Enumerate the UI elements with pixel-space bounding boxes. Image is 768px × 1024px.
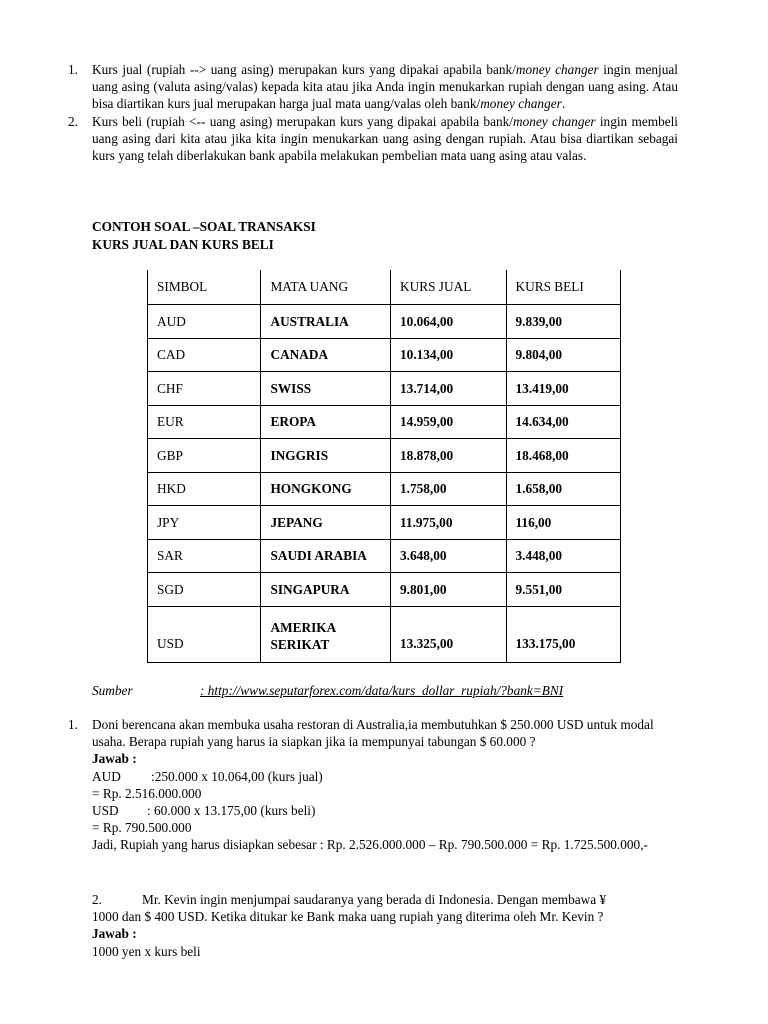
table-header-row [148, 270, 621, 305]
problem-question: Doni berencana akan membuka usaha restoran di Australia,ia membutuhkan $ 250.000 USD untuk modal usaha. Berapa rupiah yang harus ia siapkan jika ia mempunyai tabungan $ 60.000 ? [92, 717, 654, 750]
table-row [148, 539, 621, 573]
table-row [148, 573, 621, 607]
usd-calculation: USD : 60.000 x 13.175,00 (kurs beli) [92, 803, 316, 819]
header-currency: MATA UANG [261, 270, 391, 305]
cell-symbol: USD [148, 606, 261, 662]
cell-symbol: JPY [148, 506, 261, 540]
table-row [148, 405, 621, 439]
aud-calculation: AUD :250.000 x 10.064,00 (kurs jual) [92, 768, 323, 784]
list-number: 1. [68, 62, 78, 77]
cell-buy-rate: 13.419,00 [506, 372, 621, 406]
cell-sell-rate: 18.878,00 [391, 439, 506, 473]
cell-currency: AUSTRALIA [261, 305, 391, 339]
answer-step-1: 1000 yen x kurs beli [92, 943, 201, 959]
definition-item-buy-rate [68, 113, 678, 165]
cell-sell-rate: 1.758,00 [391, 472, 506, 506]
table-row [148, 439, 621, 473]
cell-symbol: EUR [148, 405, 261, 439]
exchange-rate-table [147, 270, 621, 663]
source-link[interactable]: : http://www.seputarforex.com/data/kurs_dollar_rupiah/?bank=BNI [200, 683, 564, 698]
cell-currency: SAUDI ARABIA [261, 539, 391, 573]
cell-buy-rate: 116,00 [506, 506, 621, 540]
definition-item-sell-rate [68, 61, 678, 113]
source-citation [92, 682, 563, 699]
table-row [148, 372, 621, 406]
cell-currency: AMERIKA SERIKAT [261, 606, 391, 662]
list-number: 2. [68, 113, 78, 129]
cell-buy-rate: 9.839,00 [506, 305, 621, 339]
table-row [148, 338, 621, 372]
definition-text: Kurs jual (rupiah --> uang asing) merupakan kurs yang dipakai apabila bank/money changer ingin menjual uang asing (valuta asing/valas) kepada kita atau jika Anda ingin menukarkan rupiah dengan uang asing. Atau bisa diartikan kurs jual merupakan harga jual mata uang/valas oleh bank/money changer. [92, 62, 678, 112]
cell-buy-rate: 14.634,00 [506, 405, 621, 439]
cell-buy-rate: 3.448,00 [506, 539, 621, 573]
header-sell-rate: KURS JUAL [391, 270, 506, 305]
cell-symbol: SGD [148, 573, 261, 607]
problem-number: 1. [68, 717, 78, 732]
cell-symbol: CHF [148, 372, 261, 406]
heading-line-1: CONTOH SOAL –SOAL TRANSAKSI [92, 219, 316, 234]
heading-line-2: KURS JUAL DAN KURS BELI [92, 237, 274, 252]
header-symbol: SIMBOL [148, 270, 261, 305]
cell-sell-rate: 13.325,00 [391, 606, 506, 662]
cell-currency: INGGRIS [261, 439, 391, 473]
cell-symbol: CAD [148, 338, 261, 372]
cell-symbol: SAR [148, 539, 261, 573]
cell-buy-rate: 1.658,00 [506, 472, 621, 506]
problem-question-line-2: 1000 dan $ 400 USD. Ketika ditukar ke Bank maka uang rupiah yang diterima oleh Mr. Kevin ? [92, 909, 604, 925]
definition-text: Kurs beli (rupiah <-- uang asing) merupakan kurs yang dipakai apabila bank/money changer ingin membeli uang asing dari kita atau jika kita ingin menukarkan uang asing dengan rupiah. Atau bisa diartikan sebagai kurs yang telah diberlakukan bank apabila melakukan pembelian mata uang asing atau valas. [92, 113, 679, 164]
cell-sell-rate: 10.064,00 [391, 305, 506, 339]
cell-currency: CANADA [261, 338, 391, 372]
cell-symbol: GBP [148, 439, 261, 473]
cell-sell-rate: 14.959,00 [391, 405, 506, 439]
section-heading [92, 218, 316, 254]
cell-currency: SINGAPURA [261, 573, 391, 607]
source-label: Sumber [92, 683, 133, 698]
cell-currency: EROPA [261, 405, 391, 439]
cell-buy-rate: 133.175,00 [506, 606, 621, 662]
cell-currency: JEPANG [261, 506, 391, 540]
cell-symbol: AUD [148, 305, 261, 339]
definition-list [68, 61, 678, 164]
usd-result: = Rp. 790.500.000 [92, 820, 192, 836]
problem-conclusion: Jadi, Rupiah yang harus disiapkan sebesar : Rp. 2.526.000.000 – Rp. 790.500.000 = Rp. 1.725.500.000,- [92, 837, 648, 853]
answer-label: Jawab : [92, 926, 137, 942]
cell-symbol: HKD [148, 472, 261, 506]
table-row [148, 305, 621, 339]
table-row [148, 506, 621, 540]
aud-result: = Rp. 2.516.000.000 [92, 785, 202, 801]
header-buy-rate: KURS BELI [506, 270, 621, 305]
cell-sell-rate: 11.975,00 [391, 506, 506, 540]
cell-buy-rate: 9.804,00 [506, 338, 621, 372]
table-row [148, 606, 621, 662]
problem-question-line-1: 2. Mr. Kevin ingin menjumpai saudaranya yang berada di Indonesia. Dengan membawa ¥ [92, 892, 607, 907]
cell-buy-rate: 9.551,00 [506, 573, 621, 607]
cell-sell-rate: 3.648,00 [391, 539, 506, 573]
cell-sell-rate: 10.134,00 [391, 338, 506, 372]
problem-2 [68, 891, 678, 960]
cell-buy-rate: 18.468,00 [506, 439, 621, 473]
cell-sell-rate: 9.801,00 [391, 573, 506, 607]
table-row [148, 472, 621, 506]
problem-1 [68, 716, 678, 854]
answer-label: Jawab : [92, 751, 137, 767]
cell-sell-rate: 13.714,00 [391, 372, 506, 406]
cell-currency: SWISS [261, 372, 391, 406]
cell-currency: HONGKONG [261, 472, 391, 506]
